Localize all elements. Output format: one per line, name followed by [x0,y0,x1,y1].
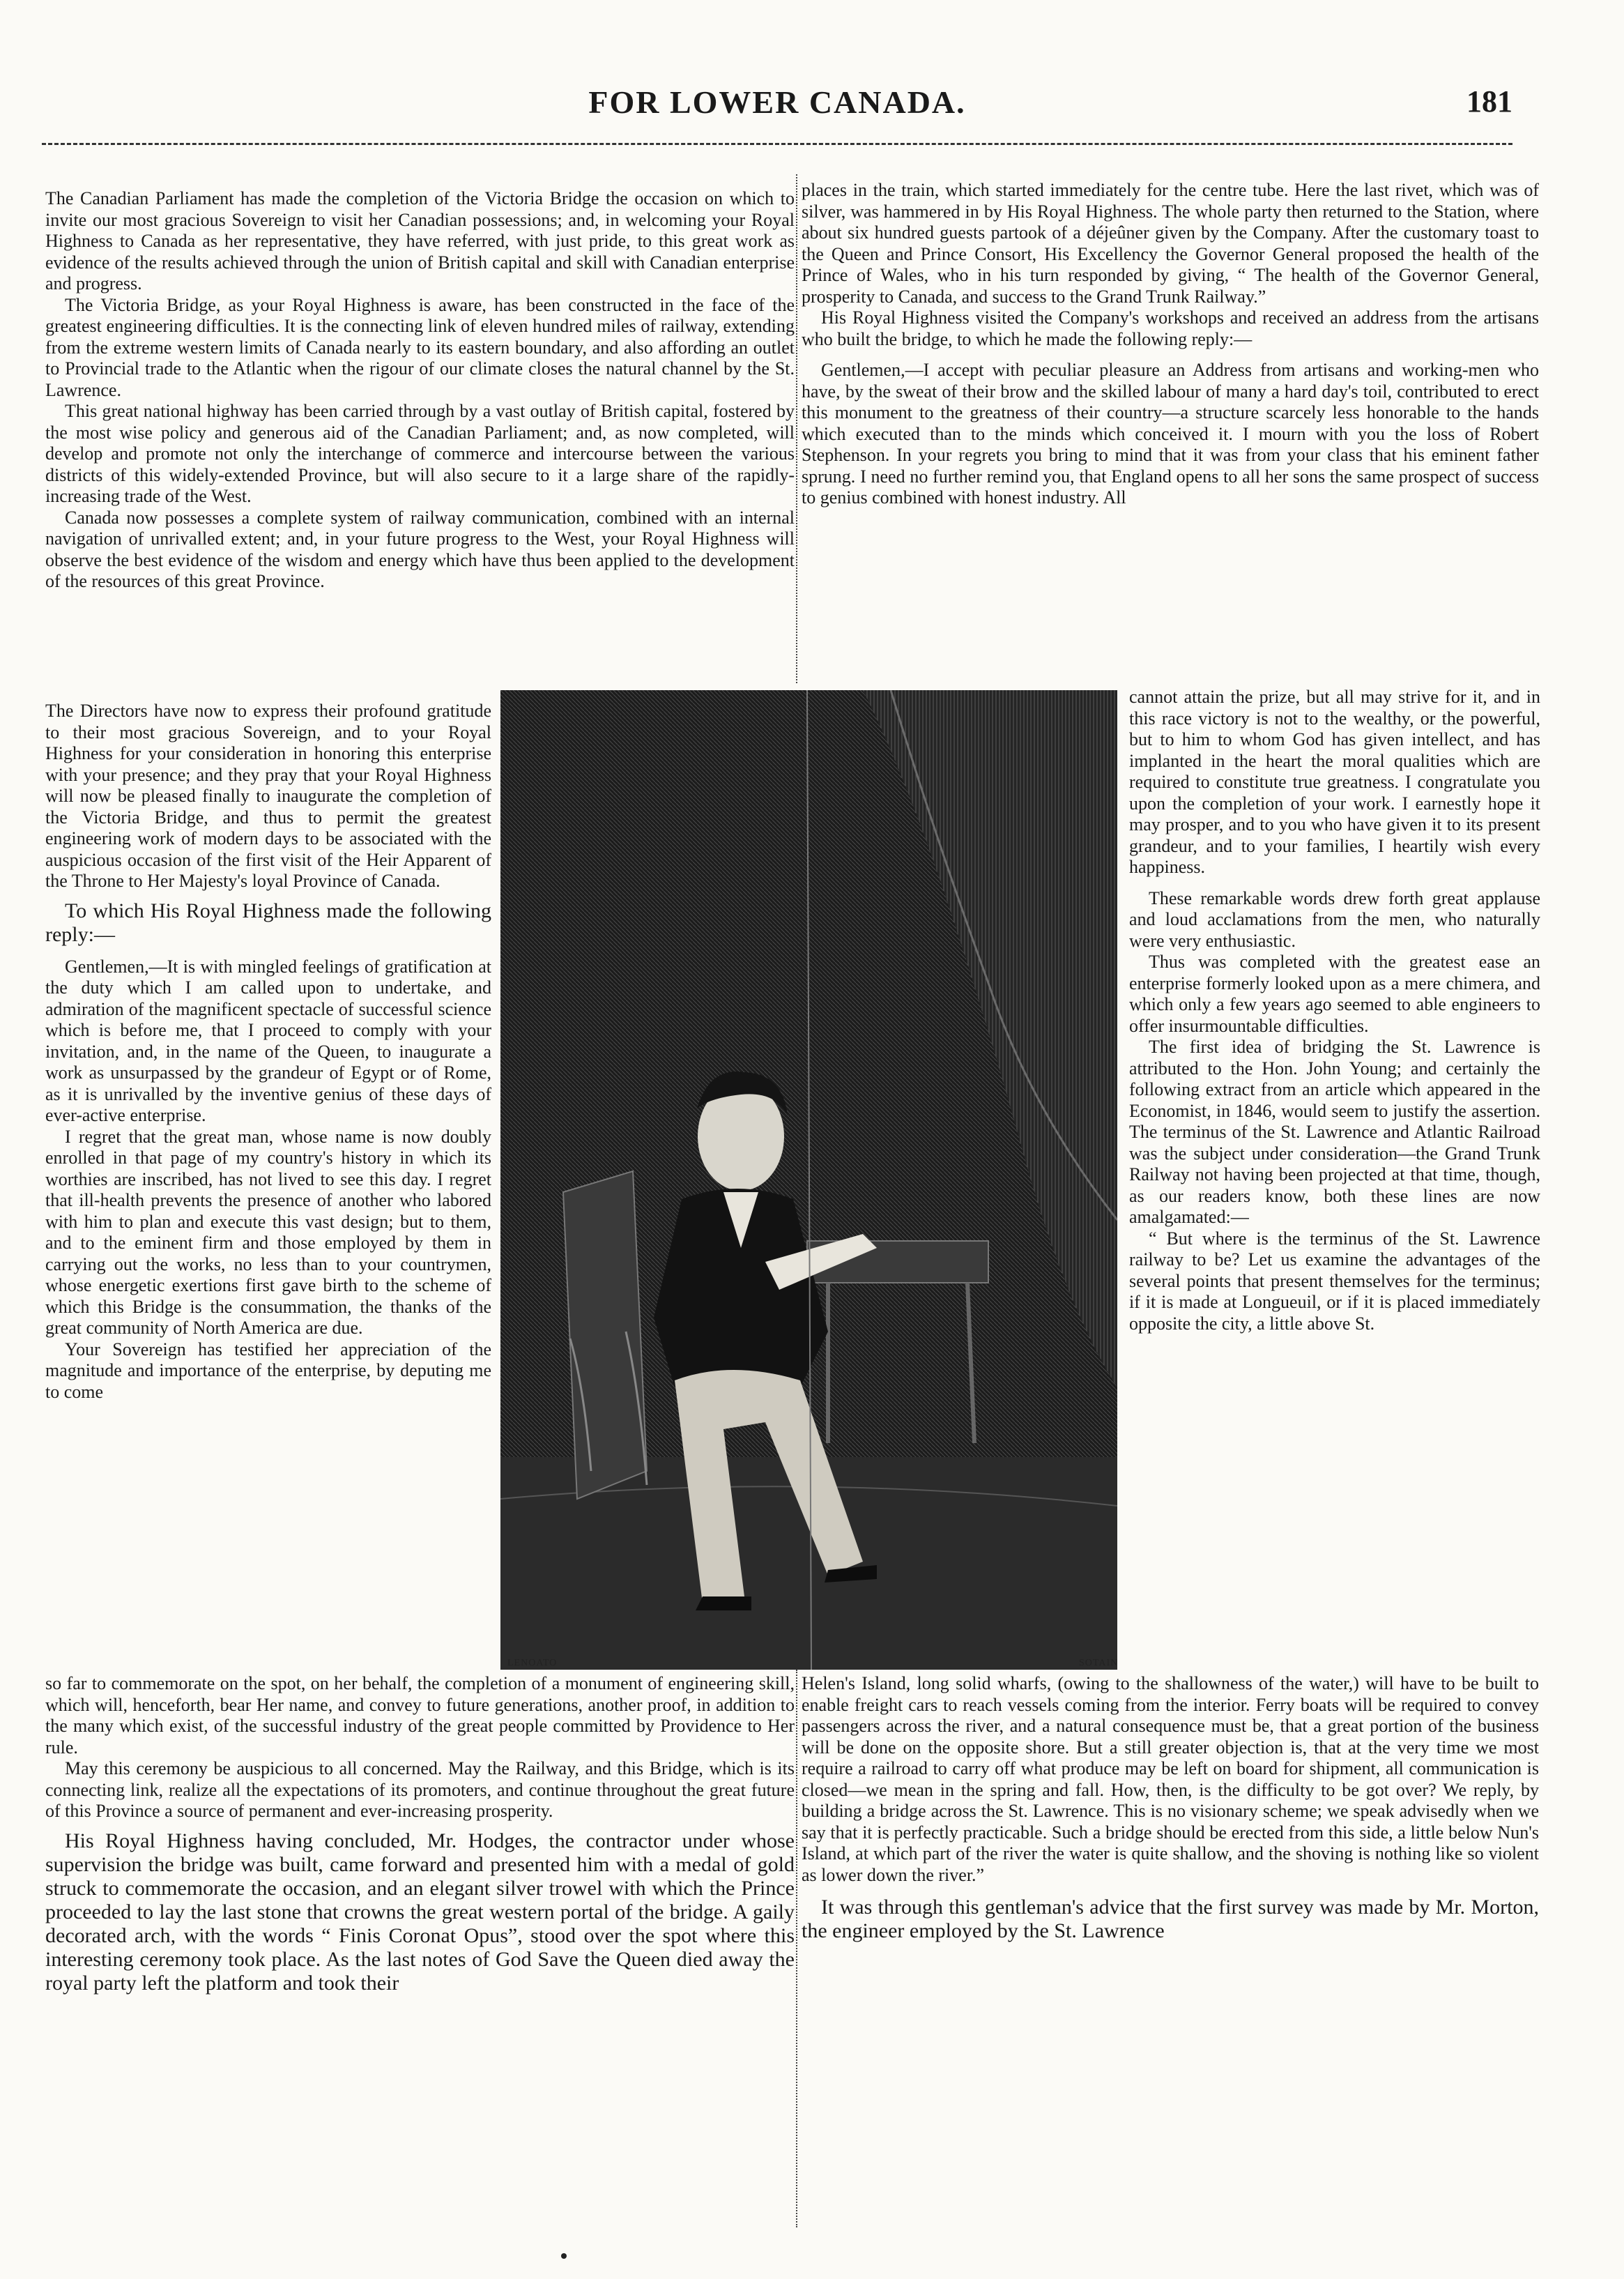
paragraph: It was through this gentleman's advice that the first survey was made by Mr. Morton, the engineer employed by the St. Lawrence [802,1896,1539,1942]
header-rule [42,143,1512,145]
ink-dot [561,2253,567,2259]
paragraph: The Canadian Parliament has made the completion of the Victoria Bridge the occasion on which to invite our most gracious Sovereign to visit her Canadian possessions; and, in welcoming your Royal Highness to Canada as her representative, they have referred, with just pride, to this great work as evidence of the results achieved through the union of British capital and skill with Canadian enterprise and progress. [45,188,795,294]
left-column-bottom [45,1673,795,1995]
paragraph: His Royal Highness having concluded, Mr. Hodges, the contractor under whose supervision the bridge was built, came forward and presented him with a medal of gold struck to commemorate the occasion, and an elegant silver trowel with which the Prince proceeded to lay the last stone that crowns the great western portal of the bridge. A gaily decorated arch, with the words “ Finis Coronat Opus”, stood over the spot where this interesting ceremony took place. As the last notes of God Save the Queen died away the royal party left the platform and took their [45,1829,795,1995]
paragraph: Canada now possesses a complete system of railway communication, combined with an internal navigation of unrivalled extent; and, in your future progress to the West, your Royal Highness will observe the best evidence of the wisdom and energy which have thus been applied to the development of the resources of this great Province. [45,507,795,591]
paragraph: Your Sovereign has testified her appreciation of the magnitude and importance of the enterprise, by deputing me to come [45,1339,491,1402]
running-title: FOR LOWER CANADA. [588,84,966,120]
paragraph: cannot attain the prize, but all may strive for it, and in this race victory is not to the wealthy, or the powerful, but to him to whom God has given intellect, and has implanted in the heart the moral qualities which are required to constitute true greatness. I congratulate you upon the completion of your work. I earnestly hope it may prosper, and to you who have given it to its present grandeur, and to your families, I heartily wish every happiness. [1129,687,1540,877]
paragraph: I regret that the great man, whose name is now doubly enrolled in that page of my country's history in which its worthies are inscribed, has not lived to see this day. I regret that ill-health prevents the presence of another who labored with him to plan and execute this vast design; but to them, and to the eminent firm and those employed by them in carrying out the works, no less than to your countrymen, whose energetic exertions first gave birth to the scheme of which this Bridge is the consummation, the thanks of the great community of North America are due. [45,1126,491,1338]
page-header [42,84,1512,132]
paragraph: The Victoria Bridge, as your Royal Highness is aware, has been constructed in the face of the greatest engineering difficulties. It is the connecting link of eleven hundred miles of railway, extending from the extreme western limits of Canada nearly to its eastern boundary, and also affording an outlet to Provincial trade to the Atlantic when the rigour of our climate closes the natural channel by the St. Lawrence. [45,294,795,400]
paragraph: May this ceremony be auspicious to all concerned. May the Railway, and this Bridge, which is its connecting link, realize all the expectations of its promoters, and continue throughout the great future of this Province a source of permanent and ever-increasing prosperity. [45,1758,795,1821]
engraver-credit-left: LENOATO [507,1658,558,1668]
paragraph-heading: To which His Royal Highness made the following reply:— [45,899,491,946]
engraving-illustration [500,690,1117,1670]
left-column-beside-engraving [45,701,491,1403]
paragraph: Thus was completed with the greatest ease an enterprise formerly looked upon as a mere chimera, and which only a few years ago seemed to able engineers to offer insurmountable difficulties. [1129,952,1540,1036]
right-column-top [802,180,1539,509]
page-number: 181 [1466,84,1512,119]
quotation: “ But where is the terminus of the St. Lawrence railway to be? Let us examine the advantages of the several points that present themselves for the terminus; if it is made at Longueuil, or if it is placed immediately opposite the city, a little above St. [1129,1228,1540,1334]
paragraph: These remarkable words drew forth great applause and loud acclamations from the men, who naturally were very enthusiastic. [1129,887,1540,951]
column-divider [796,174,797,683]
paragraph: so far to commemorate on the spot, on her behalf, the completion of a monument of engineering skill, which will, henceforth, bear Her name, and convey to future generations, another proof, in addition to the many which exist, of the successful industry of the great people committed by Providence to Her rule. [45,1673,795,1758]
paragraph: places in the train, which started immediately for the centre tube. Here the last rivet, which was of silver, was hammered in by His Royal Highness. The whole party then returned to the Station, where about six hundred guests partook of a déjeûner given by the Company. After the customary toast to the Queen and Prince Consort, His Excellency the Governor General proposed the health of the Prince of Wales, who in his turn responded by giving, “ The health of the Governor General, prosperity to Canada, and success to the Grand Trunk Railway.” [802,180,1539,307]
paragraph: Helen's Island, long solid wharfs, (owing to the shallowness of the water,) will have to be built to enable freight cars to reach vessels coming from the interior. Ferry boats will be required to convey passengers across the river, and a natural consequence must be, that a great portion of the business will be done on the opposite shore. But a still greater objection is, that at the very time we most require a railroad to carry off what produce may be left on board for shipment, all communication is closed—we mean in the spring and fall. How, then, is the difficulty to be got over? We reply, by building a bridge across the St. Lawrence. This is no visionary scheme; we speak advisedly when we say that it is perfectly practicable. Such a bridge should be erected from this side, a little below Nun's Island, at which part of the river the water is quite shallow, and the shoving is nothing like so violent as lower down the river.” [802,1673,1539,1885]
engraver-credit-right: SOTAIN [1079,1658,1119,1668]
right-column-beside-engraving [1129,687,1540,1334]
left-column-top [45,188,795,593]
quoted-reply: Gentlemen,—I accept with peculiar pleasure an Address from artisans and working-men who have, by the sweat of their brow and the skilled labour of many a hard day's toil, contributed to erect this monument to the greatness of their country—a structure scarcely less honorable to the hands which executed than to the minds which conceived it. I mourn with you the loss of Robert Stephenson. In your regrets you bring to mind that it was from your class that his eminent father sprung. I need no further remind you, that England opens to all her sons the same prospect of success to genius combined with honest industry. All [802,360,1539,508]
column-divider [796,1670,797,2227]
quoted-reply: Gentlemen,—It is with mingled feelings of gratification at the duty which I am called upon to undertake, and admiration of the magnificent spectacle of successful science which is before me, that I proceed to comply with your invitation, and, in the name of the Queen, to inaugurate a work as unsurpassed by the grandeur of Egypt or of Rome, as it is unrivalled by the inventive genius of these days of ever-active enterprise. [45,956,491,1125]
portrait-engraving [500,690,1117,1670]
right-column-bottom [802,1673,1539,1943]
paragraph: His Royal Highness visited the Company's workshops and received an address from the artisans who built the bridge, to which he made the following reply:— [802,307,1539,349]
paragraph: The first idea of bridging the St. Lawrence is attributed to the Hon. John Young; and certainly the following extract from an article which appeared in the Economist, in 1846, would seem to justify the assertion. The terminus of the St. Lawrence and Atlantic Railroad was the subject under consideration—the Grand Trunk Railway not having been projected at that time, though, as our readers know, both these lines are now amalgamated:— [1129,1037,1540,1227]
paragraph: The Directors have now to express their profound gratitude to their most gracious Sovereign, and to your Royal Highness for your consideration in honoring this enterprise with your presence; and they pray that your Royal Highness will now be pleased finally to inaugurate the completion of the Victoria Bridge, and thus to permit the greatest engineering work of modern days to be associated with the auspicious occasion of the first visit of the Heir Apparent of the Throne to Her Majesty's loyal Province of Canada. [45,701,491,891]
paragraph: This great national highway has been carried through by a vast outlay of British capital, fostered by the most wise policy and generous aid of the Canadian Parliament; and, as now completed, will develop and promote not only the interchange of commerce and intercourse between the various districts of this widely-extended Province, but will also secure to it a large share of the rapidly-increasing trade of the West. [45,401,795,506]
